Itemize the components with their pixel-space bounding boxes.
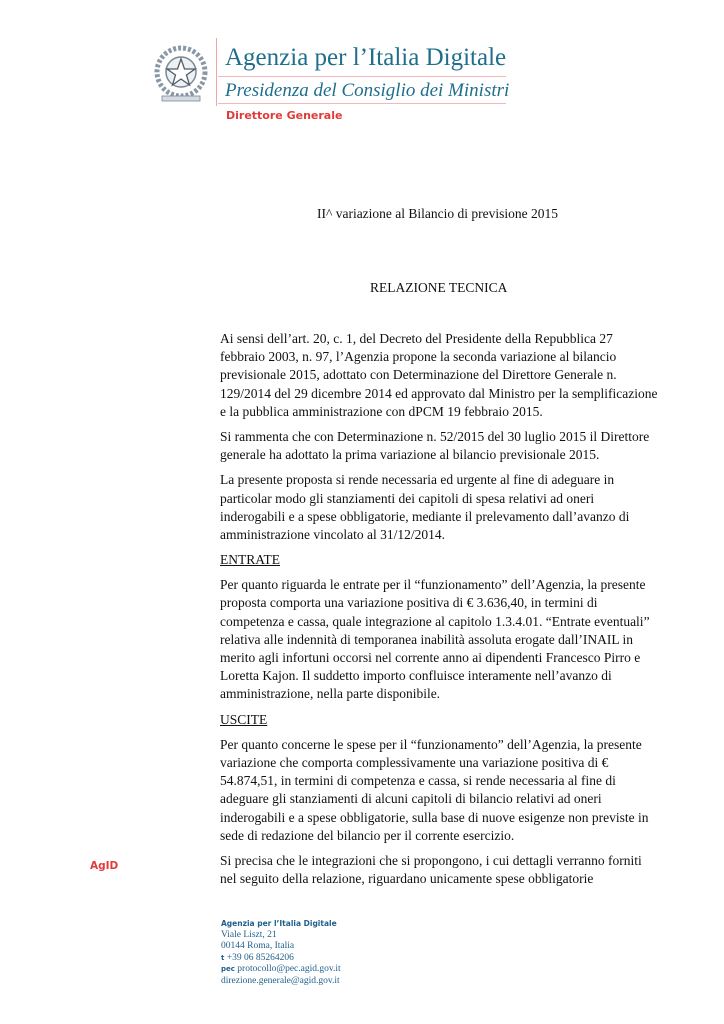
footer-address [221,918,341,987]
text-line: ENTRATE [220,552,280,568]
section-heading [220,711,660,729]
office-label: Direttore Generale [226,109,343,122]
text-line: merito agli infortuni occorsi nel corrente anno ai dipendenti Francesco Pirro e [220,650,641,665]
text-line: competenza e cassa, quale integrazione al capitolo 1.3.4.01. “Entrate eventuali” [220,613,650,629]
text-line: generale ha adottato la prima variazione al bilancio previsionale 2015. [220,447,600,463]
paragraph [220,471,660,544]
text-line: proposta comporta una variazione positiva di € 3.636,40, in termini di [220,595,598,611]
footer-street: Viale Liszt, 21 [221,929,277,940]
text-line: variazione che comporta complessivamente una variazione positiva di € [220,754,609,770]
footer-email[interactable]: direzione.generale@agid.gov.it [221,975,340,986]
text-line: USCITE [220,711,268,727]
text-line: adeguare gli stanziamenti di alcuni capitoli di bilancio relativi ad oneri [220,791,602,807]
text-line: febbraio 2003, n. 97, l’Agenzia propone la seconda variazione al bilancio [220,349,617,365]
text-line: Ai sensi dell’art. 20, c. 1, del Decreto del Presidente della Repubblica 27 [220,331,613,346]
header-divider [218,76,506,77]
agency-name: Agenzia per l’Italia Digitale [225,44,507,71]
document-subtitle: RELAZIONE TECNICA [370,280,508,295]
header-divider [218,103,506,104]
text-line: Per quanto riguarda le entrate per il “funzionamento” dell’Agenzia, la presente [220,577,646,593]
text-line: Si precisa che le integrazioni che si propongono, i cui dettagli verranno forniti [220,852,642,868]
footer-phone: +39 06 85264206 [226,952,294,963]
footer-pec[interactable]: protocollo@pec.agid.gov.it [237,964,341,974]
italian-republic-emblem [152,44,210,106]
text-line: amministrazione vincolato al 31/12/2014. [220,526,445,542]
paragraph [220,576,660,703]
text-line: particolar modo gli stanziamenti dei capitoli di spesa relativi ad oneri [220,490,595,506]
footer-agency-name: Agenzia per l’Italia Digitale [221,919,337,928]
footer-city: 00144 Roma, Italia [221,941,295,951]
text-line: e la pubblica amministrazione con dPCM 19 febbraio 2015. [220,403,543,419]
text-line: inderogabili e a spese obbligatorie, sulla base di nuove esigenze non previste in [220,809,649,825]
text-line: Si rammenta che con Determinazione n. 52/2015 del 30 luglio 2015 il Direttore [220,428,650,444]
text-line: previsionale 2015, adottato con Determinazione del Direttore Generale n. [220,367,617,383]
text-line: sede di redazione del bilancio per il corrente esercizio. [220,827,515,843]
pec-label: pec [221,965,235,973]
presidency-name: Presidenza del Consiglio dei Ministri [225,80,510,101]
text-line: 129/2014 del 29 dicembre 2014 ed approvato dal Ministro per la semplificazione [220,385,658,401]
text-line: amministrazione, nella parte disponibile. [220,686,441,702]
section-heading [220,551,660,569]
paragraph [220,428,660,464]
text-line: inderogabili e a spese obbligatorie, mediante il prelevamento dall’avanzo di [220,508,630,524]
text-line: Per quanto concerne le spese per il “funzionamento” dell’Agenzia, la presente [220,736,642,752]
text-line: La presente proposta si rende necessaria ed urgente al fine di adeguare in [220,472,615,488]
text-line: relativa alle indennità di temporanea inabilità assoluta erogate dall’INAIL in [220,631,633,647]
phone-label: t [221,953,225,962]
document-title: II^ variazione al Bilancio di previsione 2015 [317,206,559,221]
paragraph [220,736,660,845]
text-line: Loretta Kajon. Il suddetto importo confluisce interamente nell’avanzo di [220,668,612,684]
text-line: 54.874,51, in termini di competenza e cassa, si rende necessaria al fine di [220,773,616,789]
paragraph [220,852,660,888]
document-body [220,330,660,895]
agid-mark: AgID [90,860,119,872]
header-divider-vertical [216,38,217,106]
paragraph [220,330,660,421]
text-line: nel seguito della relazione, riguardano unicamente spese obbligatorie [220,871,594,887]
